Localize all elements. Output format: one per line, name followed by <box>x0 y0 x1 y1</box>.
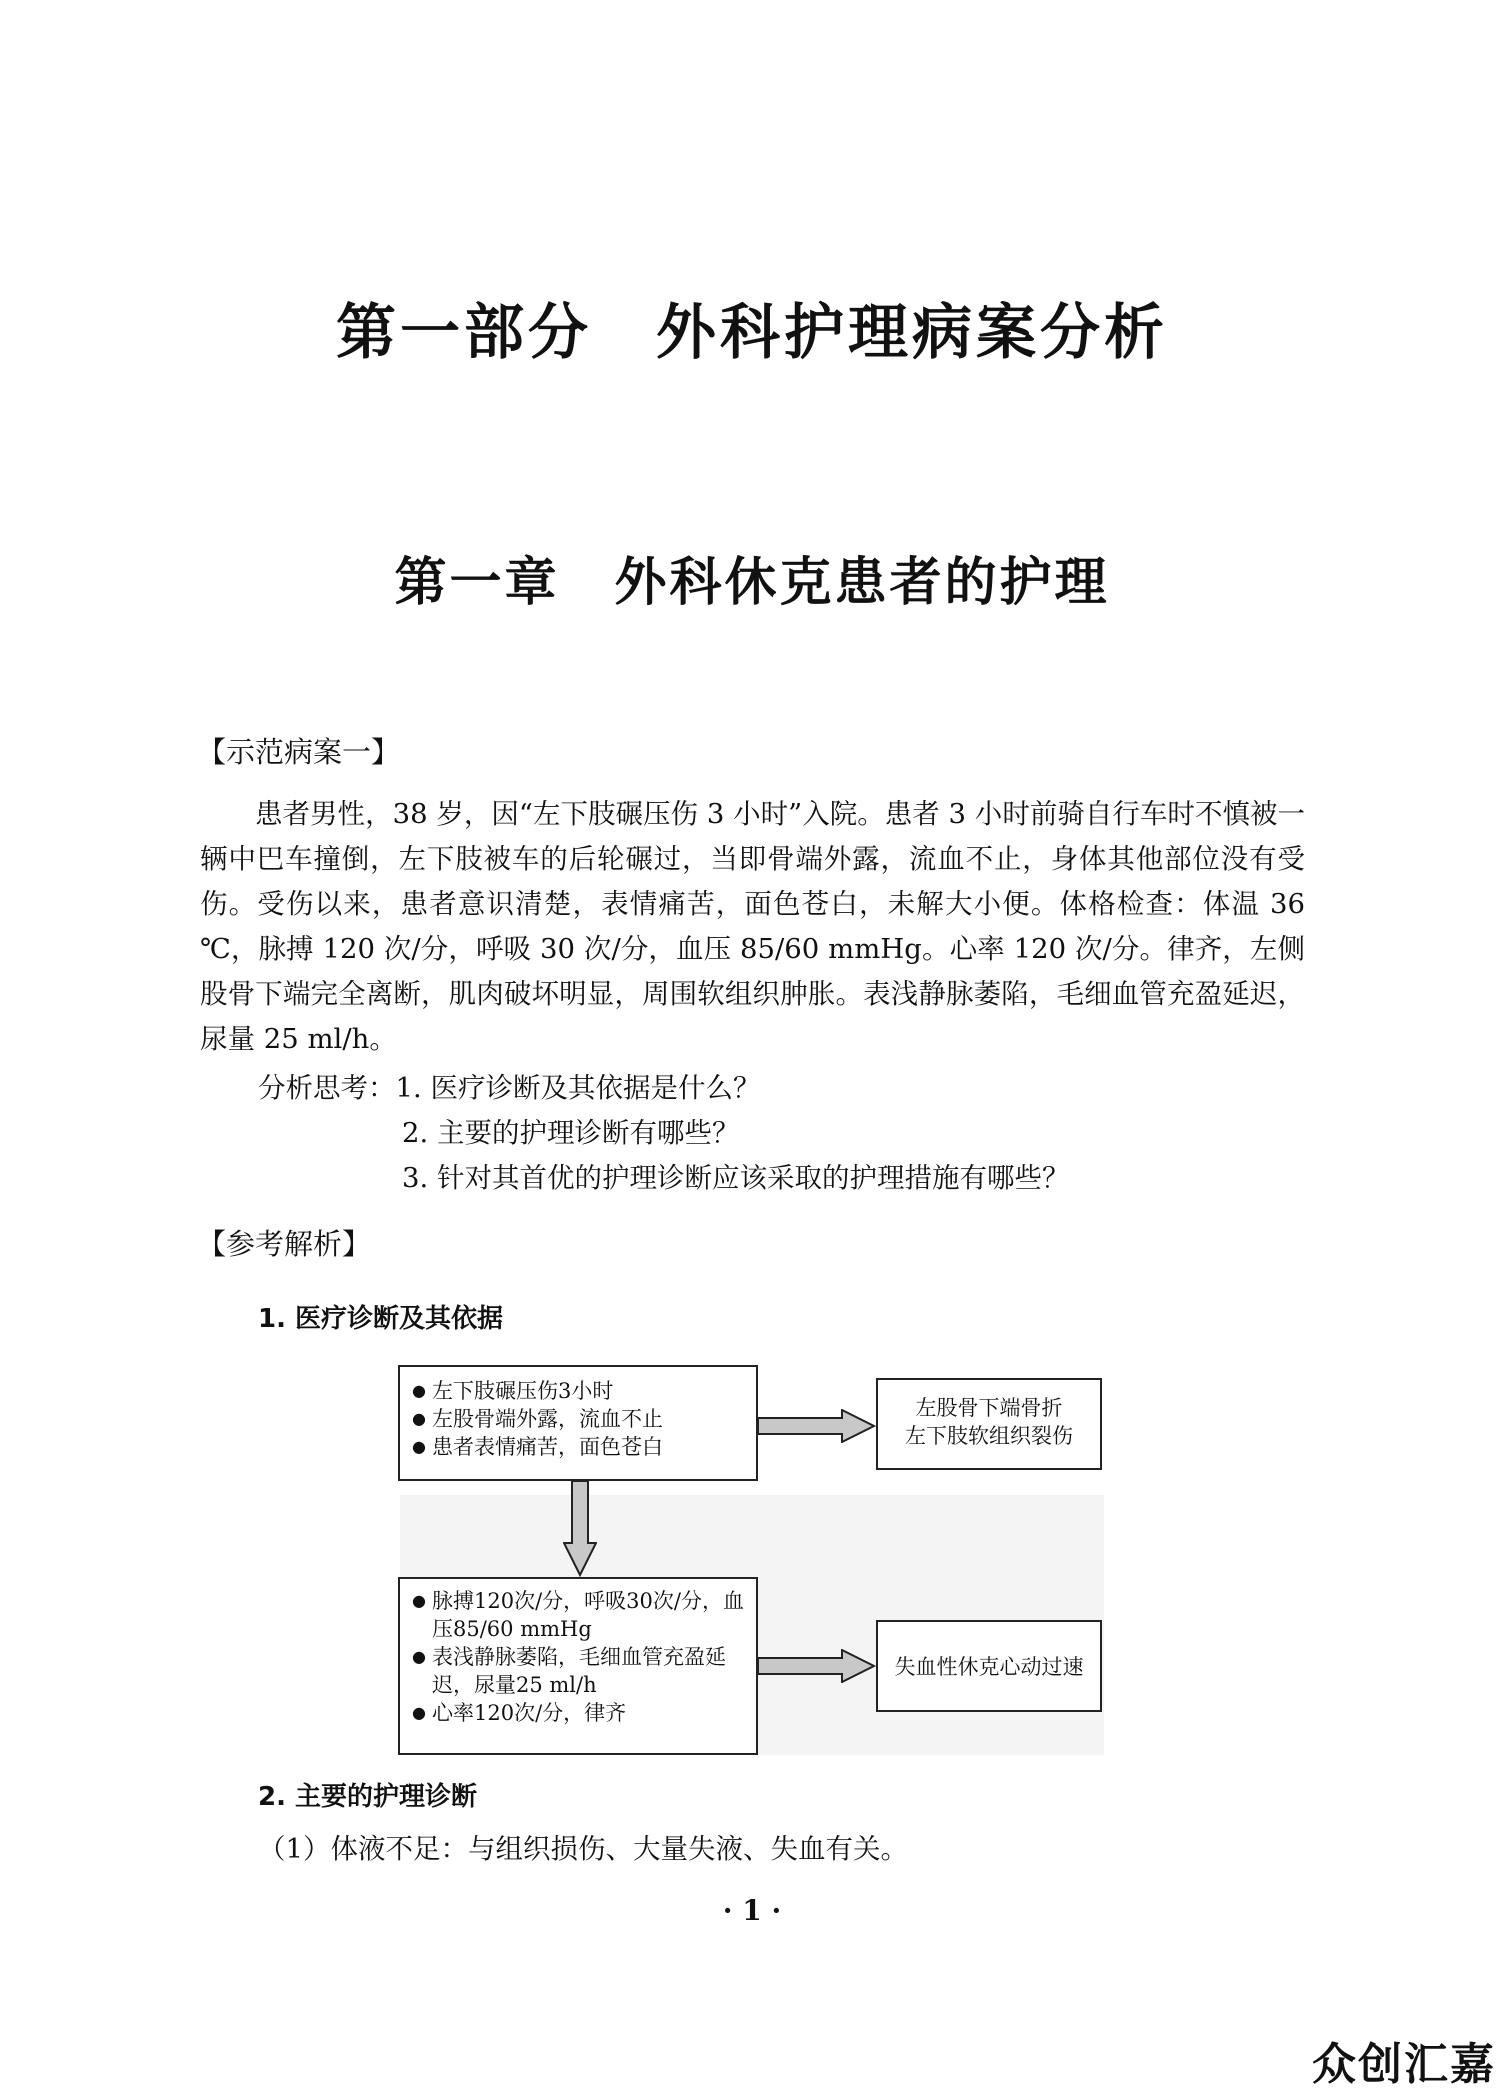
down-arrow-icon <box>563 1481 597 1577</box>
list-item: ● 脉搏120次/分，呼吸30次/分，血压85/60 mmHg <box>412 1587 744 1643</box>
right-arrow-icon <box>758 1409 876 1443</box>
section-2-title: 2. 主要的护理诊断 <box>258 1782 478 1812</box>
nursing-diagnosis-item: （1）体液不足：与组织损伤、大量失液、失血有关。 <box>258 1833 908 1865</box>
watermark: 众创汇嘉 <box>1312 2039 1496 2090</box>
diagnosis-line: 失血性休克心动过速 <box>894 1655 1084 1679</box>
section-1-title: 1. 医疗诊断及其依据 <box>258 1304 504 1334</box>
question-1: 分析思考：1. 医疗诊断及其依据是什么？ <box>258 1072 761 1104</box>
right-arrow-icon <box>758 1649 876 1683</box>
case-body: 患者男性，38 岁，因“左下肢碾压伤 3 小时”入院。患者 3 小时前骑自行车时不慎被一辆中巴车撞倒，左下肢被车的后轮碾过，当即骨端外露，流血不止，身体其他部位没有受伤。受伤以来，患者意识清楚，表情痛苦，面色苍白，未解大小便。体格检查：体温 36 ℃，脉搏 120 次/分，呼吸 30 次/分，血压 85/60 mmHg。心率 120 次/分。律齐，左侧股骨下端完全离断，肌肉破坏明显，周围软组织肿胀。表浅静脉萎陷，毛细血管充盈延迟，尿量 25 ml/h。 <box>200 798 1305 1055</box>
diagnosis-line: 左下肢软组织裂伤 <box>905 1424 1073 1448</box>
part-title: 第一部分 外科护理病案分析 <box>336 298 1168 368</box>
list-item: ● 左股骨端外露，流血不止 <box>412 1405 744 1433</box>
diagnosis-box-shock <box>876 1620 1102 1712</box>
list-item: ● 心率120次/分，律齐 <box>412 1699 744 1727</box>
list-item: ● 表浅静脉萎陷，毛细血管充盈延迟，尿量25 ml/h <box>412 1643 744 1699</box>
list-item: ● 左下肢碾压伤3小时 <box>412 1377 744 1405</box>
question-2: 2. 主要的护理诊断有哪些？ <box>402 1117 740 1149</box>
reference-label: 【参考解析】 <box>197 1227 372 1261</box>
page-number: · 1 · <box>722 1894 782 1927</box>
diagnosis-flowchart <box>398 1365 1108 1757</box>
evidence-box-vitals <box>398 1577 758 1755</box>
list-item: ● 患者表情痛苦，面色苍白 <box>412 1433 744 1461</box>
diagnosis-box-fracture <box>876 1378 1102 1470</box>
question-3: 3. 针对其首优的护理诊断应该采取的护理措施有哪些？ <box>402 1162 1070 1194</box>
chapter-title: 第一章 外科休克患者的护理 <box>394 552 1110 613</box>
case-label: 【示范病案一】 <box>197 735 401 769</box>
evidence-box-injury <box>398 1365 758 1481</box>
diagnosis-line: 左股骨下端骨折 <box>915 1396 1063 1420</box>
